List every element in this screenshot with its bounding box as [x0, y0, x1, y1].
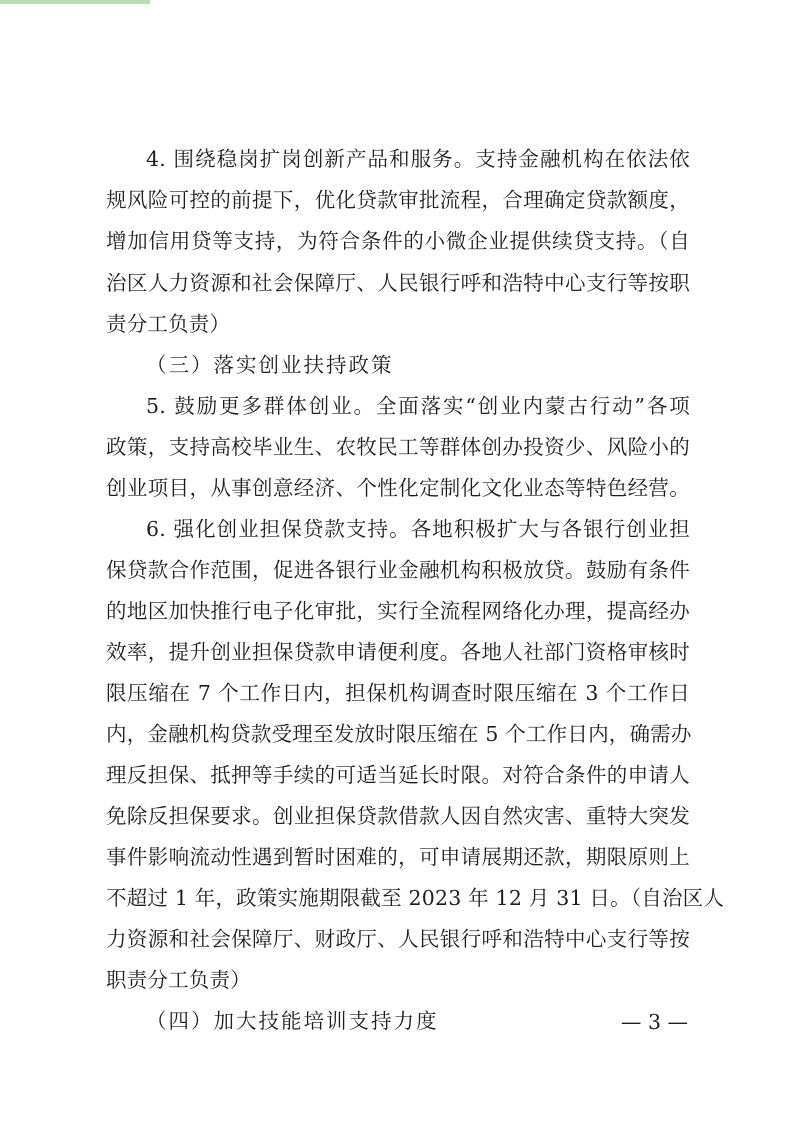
- paragraph-4-line-2: 规风险可控的前提下，优化贷款审批流程，合理确定贷款额度，: [106, 188, 690, 212]
- paragraph-6-line-9: 事件影响流动性遇到暂时困难的，可申请展期还款，期限原则上: [106, 845, 690, 869]
- section-3-heading: （三）落实创业扶持政策: [146, 353, 394, 377]
- paragraph-4-line-1: 4. 围绕稳岗扩岗创新产品和服务。支持金融机构在依法依: [146, 147, 690, 171]
- paragraph-6-line-11: 力资源和社会保障厅、财政厅、人民银行呼和浩特中心支行等按: [106, 927, 690, 951]
- paragraph-6-line-2: 保贷款合作范围，促进各银行业金融机构积极放贷。鼓励有条件: [106, 558, 690, 582]
- paragraph-6-line-8: 免除反担保要求。创业担保贷款借款人因自然灾害、重特大突发: [106, 804, 690, 828]
- paragraph-5-line-3: 创业项目，从事创意经济、个性化定制化文化业态等特色经营。: [106, 476, 690, 500]
- paragraph-6-line-4: 效率，提升创业担保贷款申请便利度。各地人社部门资格审核时: [106, 640, 690, 664]
- paragraph-6-line-12: 职责分工负责）: [106, 968, 251, 992]
- paragraph-5-line-1: 5. 鼓励更多群体创业。全面落实“创业内蒙古行动”各项: [146, 394, 690, 418]
- paragraph-4-line-5: 责分工负责）: [106, 312, 231, 336]
- paragraph-6-line-6: 内，金融机构贷款受理至发放时限压缩在 5 个工作日内，确需办: [106, 722, 692, 746]
- paragraph-4-line-4: 治区人力资源和社会保障厅、人民银行呼和浩特中心支行等按职: [106, 271, 690, 295]
- paragraph-6-line-5: 限压缩在 7 个工作日内，担保机构调查时限压缩在 3 个工作日: [106, 681, 690, 705]
- paragraph-6-line-1: 6. 强化创业担保贷款支持。各地积极扩大与各银行创业担: [146, 517, 690, 541]
- page-number: — 3 —: [620, 1010, 688, 1034]
- paragraph-6-line-10: 不超过 1 年，政策实施期限截至 2023 年 12 月 31 日。（自治区人: [106, 886, 725, 910]
- paragraph-6-line-3: 的地区加快推行电子化审批，实行全流程网络化办理，提高经办: [106, 599, 690, 623]
- paragraph-4-line-3: 增加信用贷等支持，为符合条件的小微企业提供续贷支持。（自: [106, 229, 690, 253]
- section-4-heading: （四）加大技能培训支持力度: [146, 1009, 439, 1033]
- paragraph-6-line-7: 理反担保、抵押等手续的可适当延长时限。对符合条件的申请人: [106, 763, 690, 787]
- paragraph-5-line-2: 政策，支持高校毕业生、农牧民工等群体创办投资少、风险小的: [106, 435, 690, 459]
